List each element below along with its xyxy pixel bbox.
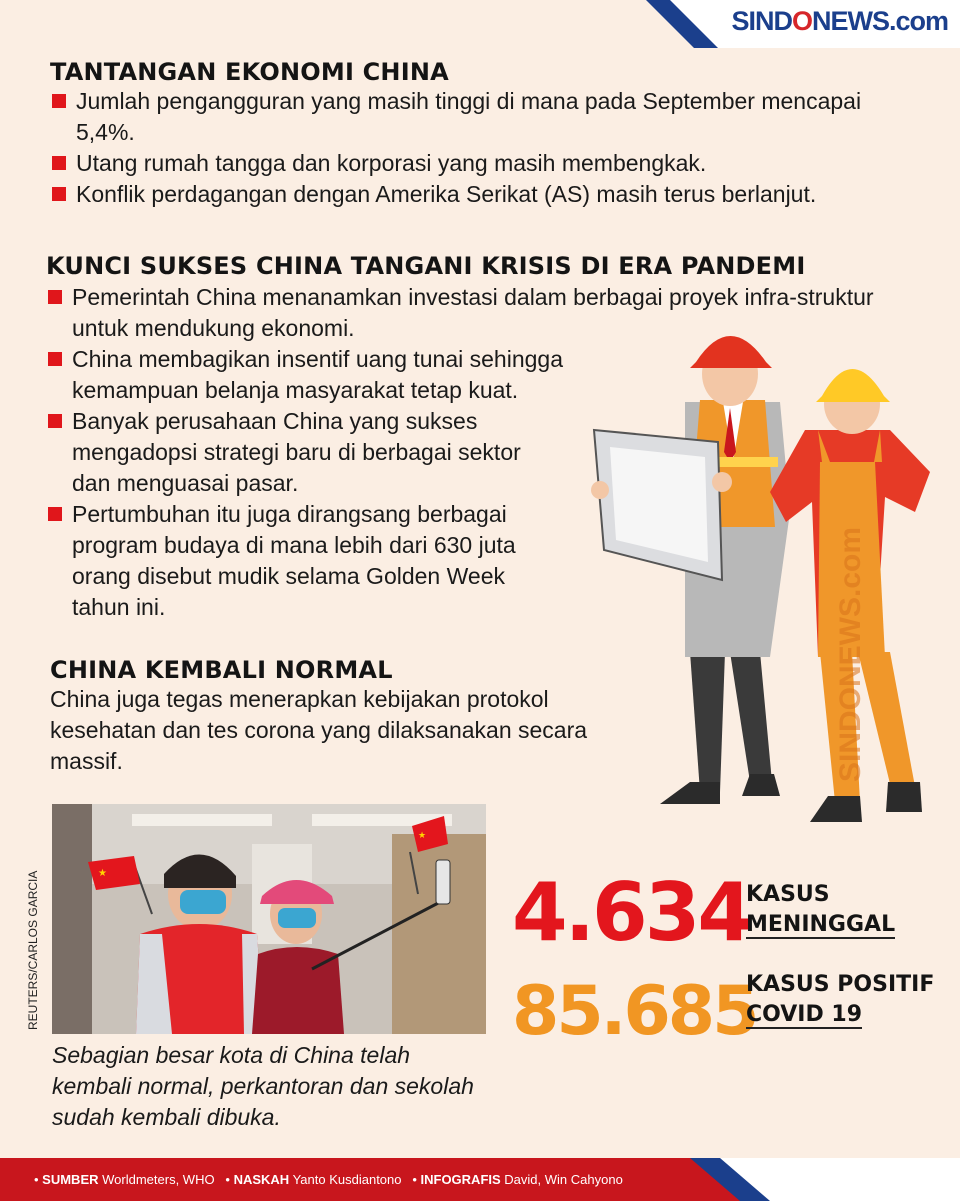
sindonews-logo[interactable]: SINDONEWS.com xyxy=(731,6,948,36)
positive-count: 85.685 xyxy=(512,972,757,1051)
footer-credits: • SUMBER Worldmeters, WHO • NASKAH Yanto Kusdiantono • INFOGRAFIS David, Win Cahyono xyxy=(34,1172,623,1187)
positive-label-line1: KASUS POSITIF xyxy=(746,972,935,997)
list-item: Banyak perusahaan China yang sukses mengadopsi strategi baru di berbagai sektor dan menguasai pasar. xyxy=(46,406,542,499)
economic-challenges-list xyxy=(50,86,920,210)
list-item: Pemerintah China menanamkan investasi dalam berbagai proyek infra-struktur untuk mendukung ekonomi. xyxy=(46,282,892,344)
section-title-economic-challenges: TANTANGAN EKONOMI CHINA xyxy=(50,58,449,86)
list-item: China membagikan insentif uang tunai sehingga kemampuan belanja masyarakat tetap kuat. xyxy=(46,344,642,406)
news-photo xyxy=(52,804,486,1034)
list-item: Pertumbuhan itu juga dirangsang berbagai program budaya di mana lebih dari 630 juta orang disebut mudik selama Golden Week tahun ini. xyxy=(46,499,562,623)
section-title-back-to-normal: CHINA KEMBALI NORMAL xyxy=(50,656,393,684)
section-title-success-keys: KUNCI SUKSES CHINA TANGANI KRISIS DI ERA PANDEMI xyxy=(46,252,806,280)
list-item: Utang rumah tangga dan korporasi yang masih membengkak. xyxy=(50,148,920,179)
positive-label-line2: COVID 19 xyxy=(746,1002,863,1027)
deaths-label-line1: KASUS xyxy=(746,882,830,907)
back-to-normal-text: China juga tegas menerapkan kebijakan protokol kesehatan dan tes corona yang dilaksanakan secara massif. xyxy=(50,686,588,774)
deaths-count: 4.634 xyxy=(512,866,751,959)
deaths-label xyxy=(746,880,895,940)
list-item: Konflik perdagangan dengan Amerika Serikat (AS) masih terus berlanjut. xyxy=(50,179,920,210)
illustration-watermark: SINDONEWS.com xyxy=(834,526,867,782)
deaths-label-line2: MENINGGAL xyxy=(746,912,896,937)
photo-caption: Sebagian besar kota di China telah kembali normal, perkantoran dan sekolah sudah kembali dibuka. xyxy=(52,1042,474,1130)
construction-workers-illustration xyxy=(590,312,950,848)
positive-label xyxy=(746,970,934,1030)
svg-text:★: ★ xyxy=(418,830,427,840)
list-item: Jumlah pengangguran yang masih tinggi di mana pada September mencapai 5,4%. xyxy=(50,86,866,148)
photo-credit: REUTERS/CARLOS GARCIA xyxy=(26,870,40,1030)
svg-text:★: ★ xyxy=(98,868,107,879)
